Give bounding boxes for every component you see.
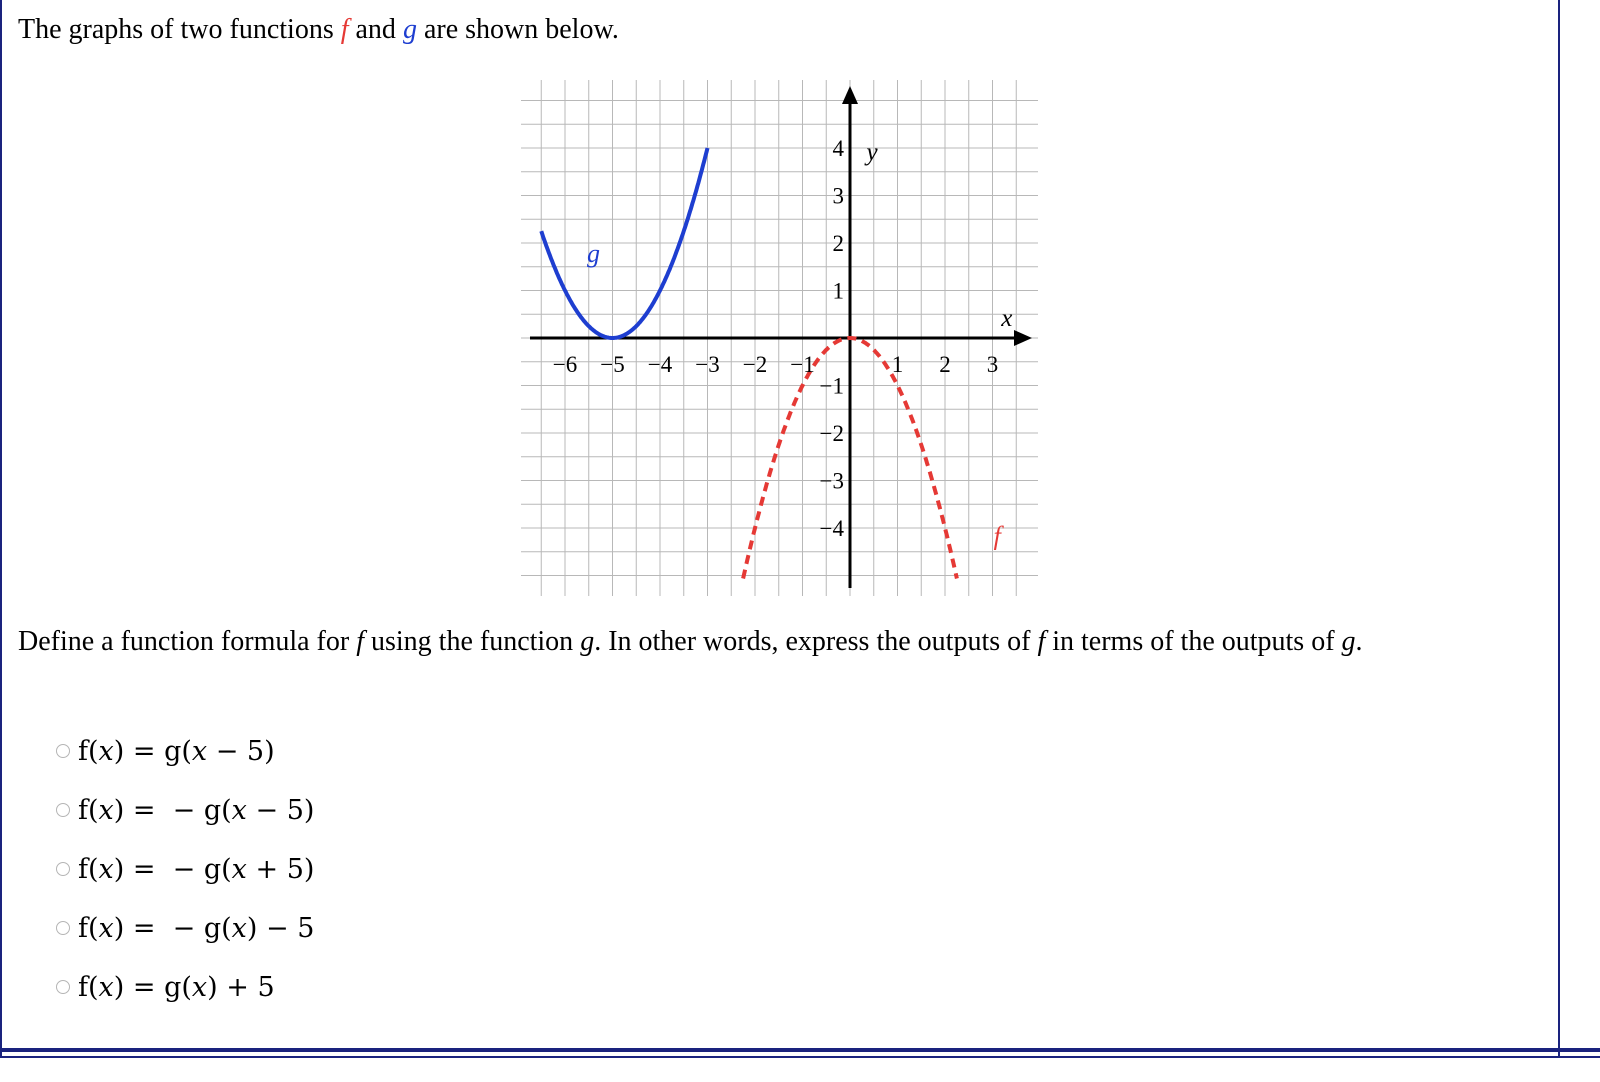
choice-formula: f(𝑥) = g(𝑥 − 5) [78, 735, 275, 767]
x-tick-label: 3 [986, 352, 999, 377]
frame-right-border [1558, 0, 1560, 1058]
x-axis-arrow [1014, 330, 1032, 346]
choice-formula: f(𝑥) = − g(𝑥) − 5 [78, 912, 315, 944]
question-part1: The graphs of two functions [18, 14, 334, 45]
x-tick-label: −2 [742, 352, 768, 377]
var-f: f [1037, 626, 1046, 657]
choice-1[interactable] [56, 732, 314, 770]
prompt-part3: . In other words, express the outputs of [594, 626, 1031, 657]
radio-button[interactable] [56, 921, 70, 935]
y-tick-label: −2 [819, 421, 844, 446]
question-part2: are shown below. [423, 14, 619, 45]
prompt-part4: in terms of the outputs of [1052, 626, 1335, 657]
y-axis-label: y [866, 139, 878, 166]
x-tick-label: −4 [647, 352, 673, 377]
var-g: g [402, 14, 417, 45]
y-tick-label: 4 [832, 136, 844, 161]
radio-button[interactable] [56, 980, 70, 994]
choice-formula: f(𝑥) = g(𝑥) + 5 [78, 971, 275, 1003]
prompt-part2: using the function [370, 626, 574, 657]
y-tick-label: −1 [819, 373, 844, 399]
choice-5[interactable] [56, 968, 314, 1006]
choice-4[interactable] [56, 909, 314, 947]
y-tick-label: −3 [819, 468, 844, 494]
y-tick-label: 3 [832, 183, 844, 209]
radio-button[interactable] [56, 862, 70, 876]
frame-bottom-border [0, 1048, 1600, 1052]
frame-bottom-border-inner [0, 1056, 1600, 1058]
var-f: f [356, 626, 364, 657]
y-tick-label: 1 [832, 278, 844, 304]
choice-3[interactable] [56, 850, 314, 888]
x-axis-label: x [1001, 305, 1013, 332]
var-g: g [580, 626, 595, 657]
prompt-part1: Define a function formula for [18, 626, 350, 657]
choice-2[interactable] [56, 791, 314, 829]
var-g: g [1341, 626, 1356, 657]
x-tick-label: −5 [600, 352, 625, 377]
radio-button[interactable] [56, 803, 70, 817]
curve-label-g: g [587, 239, 600, 268]
var-f: f [340, 14, 349, 45]
x-tick-label: 2 [939, 352, 951, 377]
question-text [18, 12, 619, 48]
x-tick-label: −6 [552, 352, 578, 377]
radio-button[interactable] [56, 744, 70, 758]
prompt-text [18, 624, 1363, 660]
frame-left-border [0, 0, 2, 1058]
prompt-part5: . [1355, 626, 1363, 657]
x-tick-label: −1 [790, 352, 815, 377]
choice-formula: f(𝑥) = − g(𝑥 + 5) [78, 853, 315, 885]
y-tick-label: 2 [832, 231, 844, 256]
answer-choices [56, 732, 314, 1027]
function-graph [518, 76, 1040, 602]
tick-labels [553, 136, 1013, 551]
choice-formula: f(𝑥) = − g(𝑥 − 5) [78, 794, 315, 826]
x-tick-label: 1 [891, 352, 904, 377]
question-and: and [355, 14, 396, 45]
curve-label-f: f [993, 521, 1001, 551]
x-tick-label: −3 [695, 352, 720, 377]
y-tick-label: −4 [819, 516, 844, 541]
y-axis-arrow [842, 86, 858, 104]
